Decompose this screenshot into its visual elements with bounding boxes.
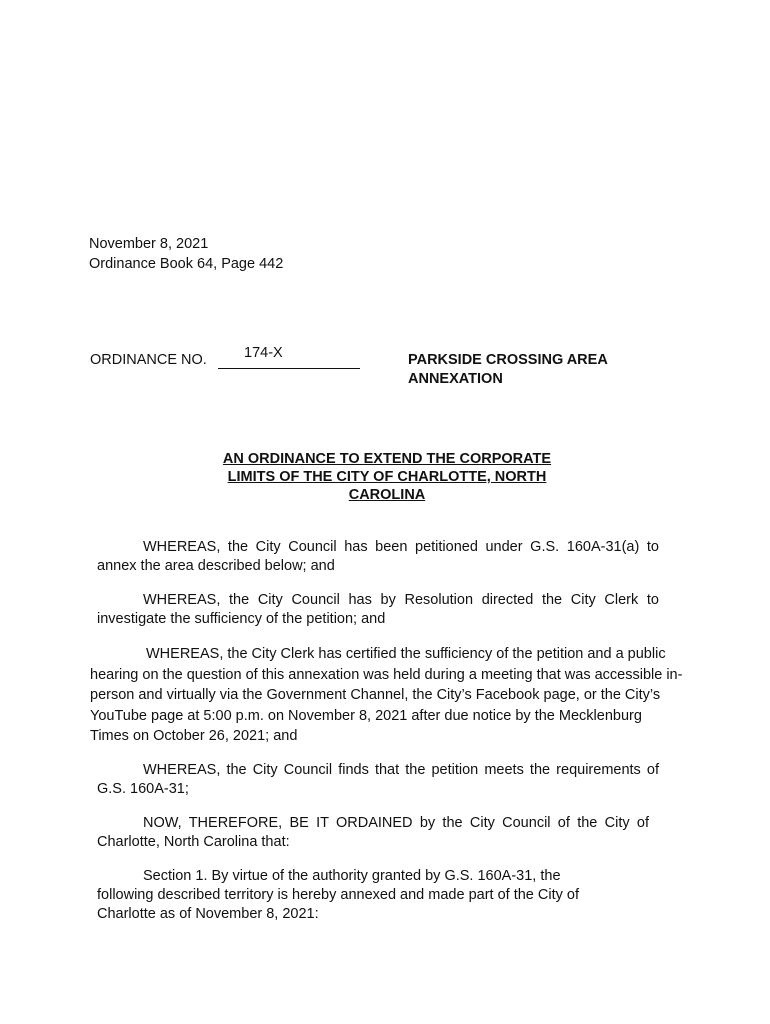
whereas-paragraph-1: WHEREAS, the City Council has been petitioned under G.S. 160A-31(a) to annex the area described below; and [97, 539, 659, 574]
header-date: November 8, 2021 [89, 236, 209, 252]
ordinance-subject-line1: PARKSIDE CROSSING AREA [408, 352, 608, 368]
ordinance-subject [408, 351, 668, 389]
ordained-paragraph: NOW, THEREFORE, BE IT ORDAINED by the City Council of the City of Charlotte, North Carolina that: [97, 815, 649, 850]
whereas-paragraph-3: WHEREAS, the City Clerk has certified the sufficiency of the petition and a public hearing on the question of this annexation was held during a meeting that was accessible in-person and virtually via the Government Channel, the City’s Facebook page, or the City’s YouTube page at 5:00 p.m. on November 8, 2021 after due notice by the Mecklenburg Times on October 26, 2021; and [90, 646, 683, 744]
ordinance-number-label: ORDINANCE NO. [90, 352, 207, 368]
ordinance-title-line1: AN ORDINANCE TO EXTEND THE CORPORATE [222, 451, 552, 467]
ordinance-subject-line2: ANNEXATION [408, 371, 503, 387]
header-ordinance-book: Ordinance Book 64, Page 442 [89, 256, 284, 272]
ordinance-number-underline [218, 368, 360, 369]
ordinance-title-line2: LIMITS OF THE CITY OF CHARLOTTE, NORTH [227, 469, 547, 485]
whereas-paragraph-2: WHEREAS, the City Council has by Resolution directed the City Clerk to investigate the sufficiency of the petition; and [97, 592, 659, 627]
ordinance-title [180, 450, 594, 504]
ordinance-number-value: 174-X [244, 345, 283, 361]
ordinance-title-line3: CAROLINA [348, 487, 426, 503]
section-1-paragraph: Section 1. By virtue of the authority granted by G.S. 160A-31, the following described territory is hereby annexed and made part of the City of Charlotte as of November 8, 2021: [97, 868, 579, 922]
whereas-paragraph-4: WHEREAS, the City Council finds that the petition meets the requirements of G.S. 160A-31; [97, 762, 659, 797]
